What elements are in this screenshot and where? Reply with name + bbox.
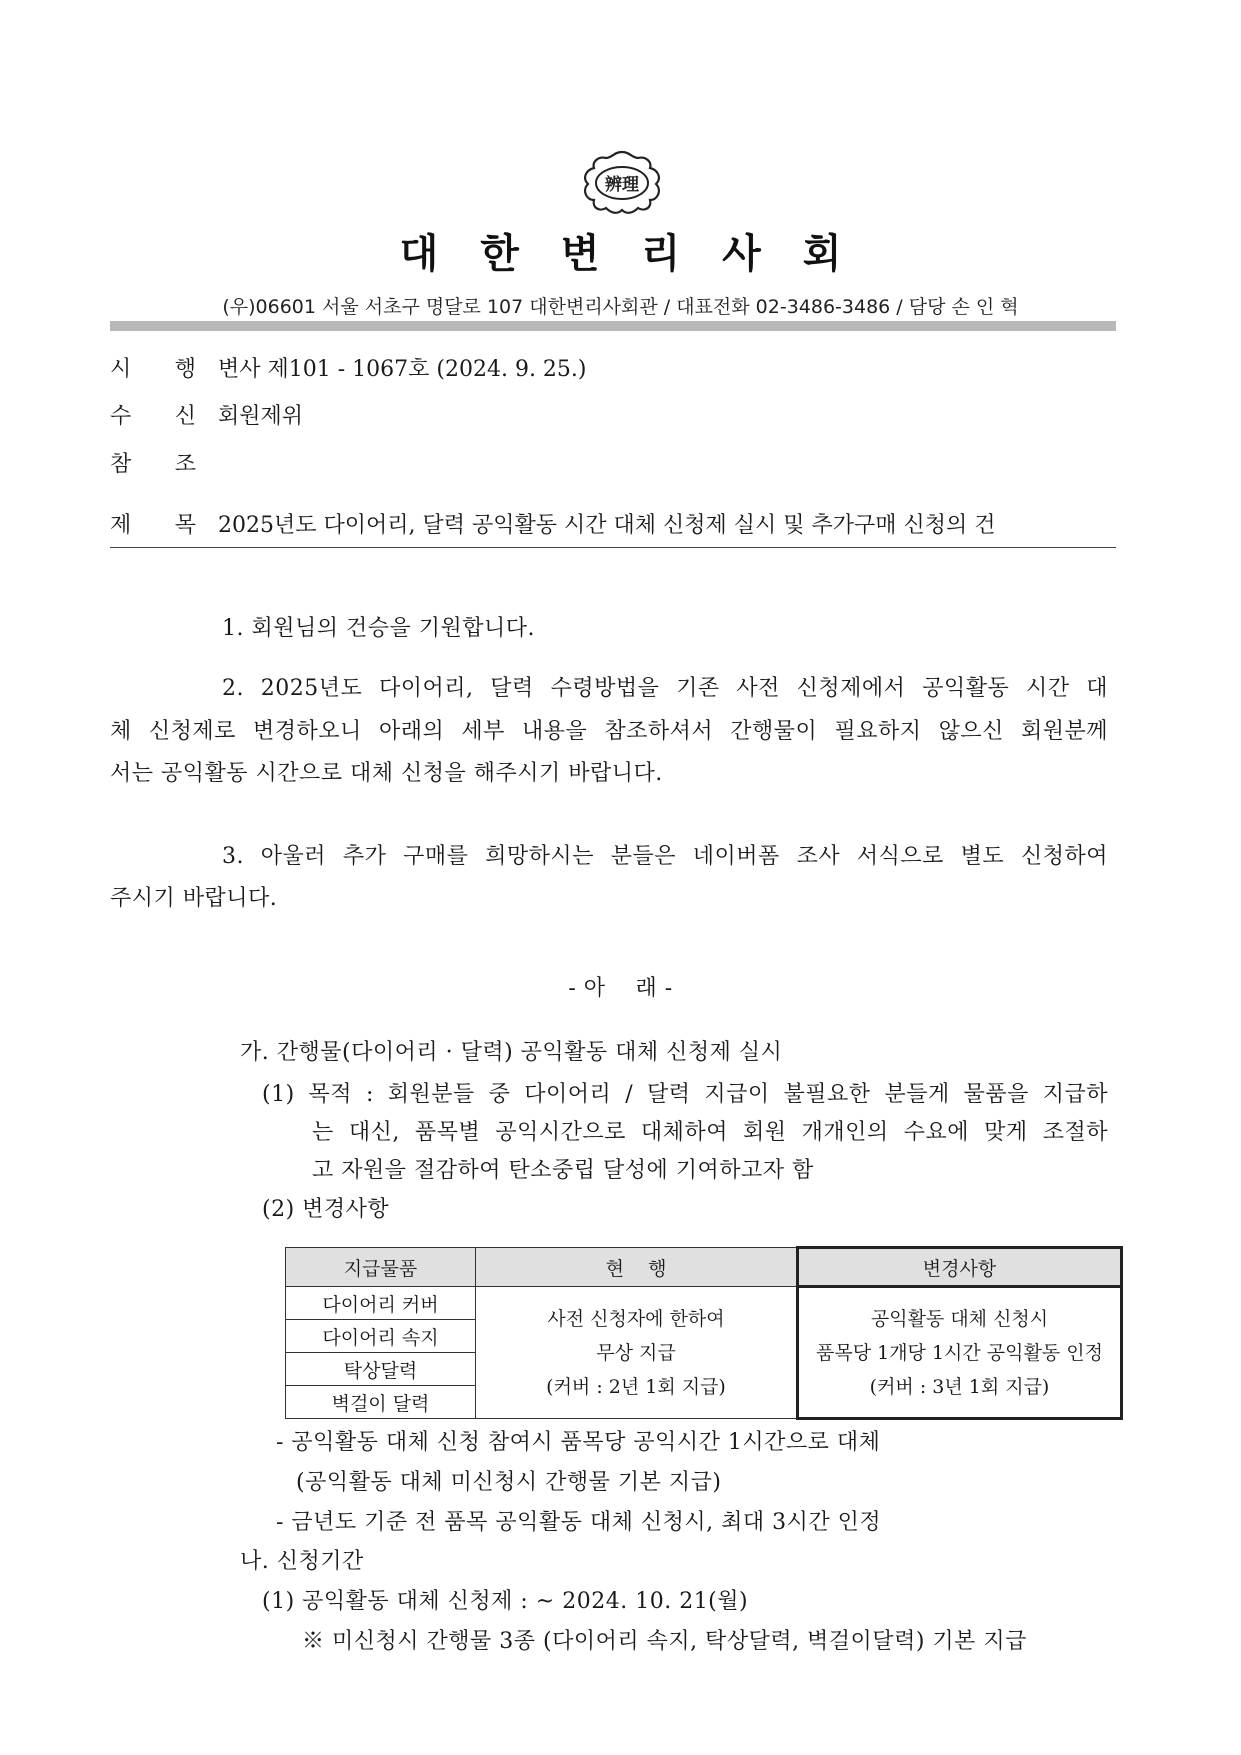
paragraph-3-line-1: 3. 아울러 추가 구매를 희망하시는 분들은 네이버폼 조사 서식으로 별도 신청하여 [222,844,1108,869]
changed-line-2: 품목당 1개당 1시간 공익활동 인정 [816,1341,1103,1364]
recipient: 회원제위 [218,404,304,429]
purpose-line-1: (1) 목적 : 회원분들 중 다이어리 / 달력 지급이 불필요한 분들게 물품을 지급하 [262,1082,1108,1107]
subject-divider [110,547,1116,548]
section-ga-title: 가. 간행물(다이어리 · 달력) 공익활동 대체 신청제 실시 [240,1040,783,1065]
period-item-1: (1) 공익활동 대체 신청제 : ~ 2024. 10. 21(월) [262,1589,749,1614]
header-label-subject: 제 목 [110,513,196,538]
paragraph-2-line-1: 2. 2025년도 다이어리, 달력 수령방법을 기존 사전 신청제에서 공익활동 시간 대 [222,676,1108,701]
purpose-line-3: 고 자원을 절감하여 탄소중립 달성에 기여하고자 함 [312,1158,814,1183]
table-item: 벽걸이 달력 [286,1386,476,1419]
paragraph-3-line-2: 주시기 바랍니다. [110,886,278,911]
header-label-issue: 시 행 [110,357,196,382]
table-header-current: 현 행 [476,1248,798,1287]
paragraph-1: 1. 회원님의 건승을 기원합니다. [222,616,535,641]
table-header-item: 지급물품 [286,1248,476,1287]
changed-line-1: 공익활동 대체 신청시 [870,1307,1049,1330]
current-line-2: 무상 지급 [596,1341,676,1364]
period-note-1: ※ 미신청시 간행물 3종 (다이어리 속지, 탁상달력, 벽걸이달력) 기본 지급 [302,1629,1027,1654]
emblem-text: 辨理 [605,175,639,195]
association-emblem-icon [572,148,672,216]
note-3: - 금년도 기준 전 품목 공익활동 대체 신청시, 최대 3시간 인정 [276,1510,882,1535]
note-1: - 공익활동 대체 신청 참여시 품목당 공익시간 1시간으로 대체 [276,1430,881,1455]
paragraph-2-line-2: 체 신청제로 변경하오니 아래의 세부 내용을 참조하셔서 간행물이 필요하지 않으신 회원분께 [110,719,1108,744]
organization-address: (우)06601 서울 서초구 명달로 107 대한변리사회관 / 대표전화 02-3486-3486 / 담당 손 인 혁 [222,296,1019,318]
organization-name: 대한변리사회 [399,231,884,277]
current-line-1: 사전 신청자에 한하여 [547,1307,725,1330]
header-divider [110,321,1116,331]
table-header-changed: 변경사항 [798,1248,1122,1287]
document-number: 변사 제101 - 1067호 (2024. 9. 25.) [218,357,587,382]
subject: 2025년도 다이어리, 달력 공익활동 시간 대체 신청제 실시 및 추가구매 신청의 건 [218,513,996,538]
purpose-line-2: 는 대신, 품목별 공익시간으로 대체하여 회원 개개인의 수요에 맞게 조절하 [312,1120,1108,1145]
changes-title: (2) 변경사항 [262,1197,390,1222]
table-current-cell [476,1287,798,1419]
header-label-reference: 참 조 [110,452,196,477]
section-na-title: 나. 신청기간 [240,1549,364,1574]
note-2: (공익활동 대체 미신청시 간행물 기본 지급) [296,1470,722,1495]
paragraph-2-line-3: 서는 공익활동 시간으로 대체 신청을 해주시기 바랍니다. [110,761,663,786]
table-item: 다이어리 속지 [286,1320,476,1353]
table-changed-cell [798,1287,1122,1419]
current-line-3: (커버 : 2년 1회 지급) [546,1375,726,1398]
table-item: 탁상달력 [286,1353,476,1386]
header-label-recipient: 수 신 [110,404,196,429]
changed-line-3: (커버 : 3년 1회 지급) [869,1375,1050,1398]
table-item: 다이어리 커버 [286,1287,476,1320]
changes-table [285,1246,1123,1420]
below-heading: - 아 래 - [568,976,673,1001]
